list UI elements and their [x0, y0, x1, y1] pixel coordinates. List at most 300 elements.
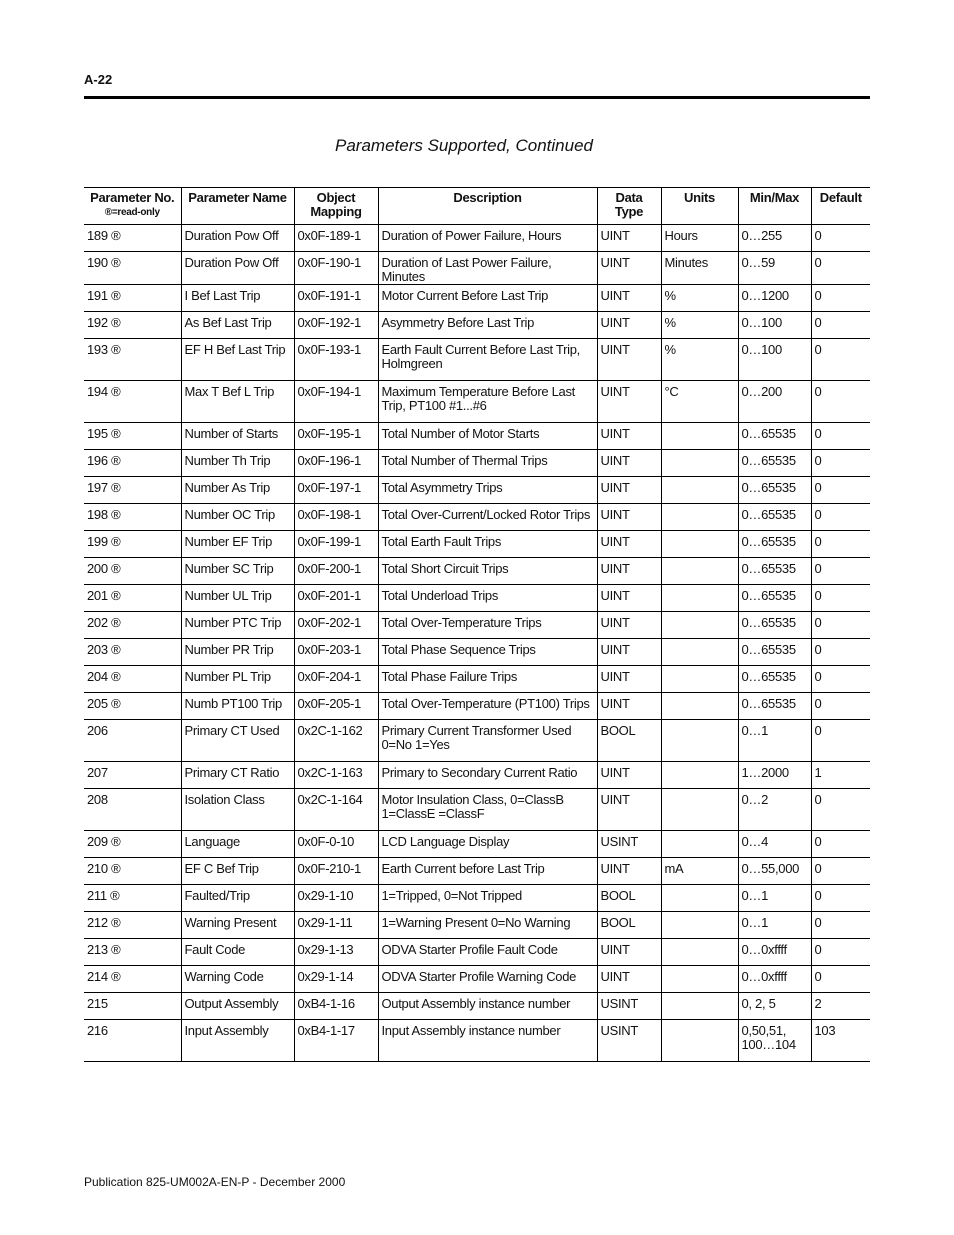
- cell-param-no: [84, 423, 181, 450]
- cell-min-max-text: 0…65535: [741, 453, 796, 468]
- cell-param-no: [84, 720, 181, 762]
- cell-param-no-text: 191 ®: [87, 288, 121, 303]
- cell-default-text: 0: [814, 642, 822, 657]
- cell-param-name-text: Faulted/Trip: [184, 888, 250, 903]
- cell-param-name-text: EF C Bef Trip: [184, 861, 259, 876]
- cell-data-type-text: UINT: [600, 942, 630, 957]
- cell-min-max-text: 0…65535: [741, 669, 796, 684]
- cell-description: [378, 693, 597, 720]
- cell-default: [811, 612, 870, 639]
- cell-min-max-text: 0…65535: [741, 696, 796, 711]
- cell-param-name-text: Number UL Trip: [184, 588, 272, 603]
- cell-object-mapping: [294, 762, 378, 789]
- cell-object-mapping-text: 0x0F-0-10: [297, 834, 355, 849]
- cell-units: [661, 612, 738, 639]
- cell-min-max: [738, 339, 811, 381]
- cell-param-name-text: Primary CT Ratio: [184, 765, 280, 780]
- cell-data-type-text: USINT: [600, 1023, 639, 1038]
- cell-param-no-text: 189 ®: [87, 228, 121, 243]
- cell-param-no-text: 211 ®: [87, 888, 120, 903]
- table-row: [84, 252, 870, 285]
- cell-object-mapping: [294, 381, 378, 423]
- cell-param-no: [84, 504, 181, 531]
- cell-param-no: [84, 381, 181, 423]
- cell-param-name: [181, 858, 294, 885]
- cell-param-no-text: 193 ®: [87, 342, 121, 357]
- cell-min-max: [738, 666, 811, 693]
- cell-description: [378, 966, 597, 993]
- cell-min-max: [738, 312, 811, 339]
- cell-min-max: [738, 504, 811, 531]
- cell-units: [661, 585, 738, 612]
- cell-param-name-text: Duration Pow Off: [184, 255, 279, 270]
- cell-object-mapping: [294, 1020, 378, 1062]
- cell-units: [661, 789, 738, 831]
- cell-min-max: [738, 789, 811, 831]
- page-number: A-22: [84, 72, 113, 87]
- cell-data-type-text: UINT: [600, 384, 630, 399]
- cell-min-max-text: 0…65535: [741, 588, 796, 603]
- cell-description: [378, 477, 597, 504]
- cell-param-name-text: Input Assembly: [184, 1023, 269, 1038]
- cell-description: [378, 285, 597, 312]
- cell-object-mapping: [294, 720, 378, 762]
- cell-description-text: Total Over-Current/Locked Rotor Trips: [381, 507, 591, 522]
- cell-units-text: %: [664, 288, 676, 303]
- cell-default-text: 0: [814, 792, 822, 807]
- cell-min-max-text: 0…2: [741, 792, 769, 807]
- cell-description-text: Asymmetry Before Last Trip: [381, 315, 535, 330]
- cell-description-text: Total Number of Thermal Trips: [381, 453, 548, 468]
- cell-min-max: [738, 858, 811, 885]
- table-row: [84, 762, 870, 789]
- cell-param-no-text: 208: [87, 792, 108, 807]
- cell-object-mapping-text: 0x0F-191-1: [297, 288, 361, 303]
- cell-default: [811, 885, 870, 912]
- cell-param-name-text: Number PL Trip: [184, 669, 271, 684]
- cell-description: [378, 789, 597, 831]
- cell-default-text: 0: [814, 969, 822, 984]
- cell-default-text: 0: [814, 888, 822, 903]
- cell-data-type: [597, 966, 661, 993]
- cell-default-text: 0: [814, 834, 822, 849]
- cell-default-text: 0: [814, 696, 822, 711]
- cell-param-name: [181, 312, 294, 339]
- table-row: [84, 858, 870, 885]
- cell-param-no: [84, 1020, 181, 1062]
- cell-param-name: [181, 612, 294, 639]
- cell-data-type-text: UINT: [600, 642, 630, 657]
- cell-param-no-text: 216: [87, 1023, 108, 1038]
- cell-units: [661, 252, 738, 285]
- cell-description: [378, 612, 597, 639]
- cell-min-max-text: 0…65535: [741, 561, 796, 576]
- cell-default: [811, 450, 870, 477]
- cell-param-name-text: Language: [184, 834, 240, 849]
- cell-min-max-text: 0…1: [741, 888, 769, 903]
- cell-min-max-text: 0…0xffff: [741, 942, 787, 957]
- cell-param-name: [181, 423, 294, 450]
- cell-param-name: [181, 666, 294, 693]
- cell-units: [661, 858, 738, 885]
- cell-param-name-text: Primary CT Used: [184, 723, 280, 738]
- cell-object-mapping: [294, 993, 378, 1020]
- table-row: [84, 450, 870, 477]
- cell-default-text: 0: [814, 384, 822, 399]
- cell-units-text: °C: [664, 384, 679, 399]
- cell-default-text: 2: [814, 996, 822, 1011]
- cell-object-mapping-text: 0x0F-193-1: [297, 342, 361, 357]
- cell-param-name-text: Numb PT100 Trip: [184, 696, 282, 711]
- cell-default: [811, 912, 870, 939]
- cell-param-name-text: Number of Starts: [184, 426, 278, 441]
- cell-param-no-text: 205 ®: [87, 696, 121, 711]
- cell-object-mapping-text: 0x0F-194-1: [297, 384, 361, 399]
- cell-data-type-text: UINT: [600, 228, 630, 243]
- header-data-type: Data Type: [597, 188, 661, 225]
- cell-object-mapping: [294, 858, 378, 885]
- cell-min-max-text: 0…65535: [741, 507, 796, 522]
- cell-param-name: [181, 966, 294, 993]
- cell-data-type: [597, 450, 661, 477]
- header-description: Description: [378, 188, 597, 225]
- cell-min-max: [738, 423, 811, 450]
- publication-footer: Publication 825-UM002A-EN-P - December 2000: [84, 1175, 346, 1189]
- cell-param-name-text: Number PR Trip: [184, 642, 274, 657]
- cell-default: [811, 789, 870, 831]
- cell-param-name: [181, 339, 294, 381]
- header-default: Default: [811, 188, 870, 225]
- cell-object-mapping-text: 0x0F-202-1: [297, 615, 361, 630]
- cell-min-max: [738, 939, 811, 966]
- cell-default-text: 0: [814, 615, 822, 630]
- table-row: [84, 423, 870, 450]
- table-row: [84, 339, 870, 381]
- cell-units: [661, 285, 738, 312]
- cell-data-type: [597, 531, 661, 558]
- cell-default: [811, 339, 870, 381]
- cell-units-text: %: [664, 342, 676, 357]
- cell-description: [378, 312, 597, 339]
- cell-data-type: [597, 693, 661, 720]
- cell-param-no: [84, 762, 181, 789]
- cell-description: [378, 993, 597, 1020]
- cell-param-name: [181, 450, 294, 477]
- cell-min-max-text: 0…1: [741, 723, 769, 738]
- cell-data-type: [597, 312, 661, 339]
- cell-object-mapping-text: 0x0F-201-1: [297, 588, 361, 603]
- cell-param-no: [84, 966, 181, 993]
- cell-param-no-text: 204 ®: [87, 669, 121, 684]
- cell-min-max-text: 0…200: [741, 384, 782, 399]
- cell-param-no-text: 192 ®: [87, 315, 121, 330]
- cell-param-no-text: 207: [87, 765, 108, 780]
- cell-min-max: [738, 762, 811, 789]
- cell-data-type-text: UINT: [600, 426, 630, 441]
- cell-min-max-text: 0…65535: [741, 615, 796, 630]
- cell-default: [811, 585, 870, 612]
- table-row: [84, 285, 870, 312]
- table-row: [84, 477, 870, 504]
- cell-min-max-text: 1…2000: [741, 765, 789, 780]
- table-row: [84, 381, 870, 423]
- cell-param-name-text: Number EF Trip: [184, 534, 273, 549]
- header-param-no: Parameter No. ®=read-only: [84, 188, 181, 225]
- cell-data-type: [597, 885, 661, 912]
- table-row: [84, 993, 870, 1020]
- cell-data-type-text: UINT: [600, 255, 630, 270]
- cell-description-text: Duration of Last Power Failure, Minutes: [381, 255, 552, 284]
- cell-object-mapping: [294, 612, 378, 639]
- cell-data-type-text: UINT: [600, 507, 630, 522]
- cell-data-type-text: UINT: [600, 969, 630, 984]
- cell-param-no-text: 206: [87, 723, 108, 738]
- cell-object-mapping: [294, 585, 378, 612]
- cell-units: [661, 531, 738, 558]
- cell-param-no-text: 213 ®: [87, 942, 121, 957]
- cell-min-max-text: 0…255: [741, 228, 782, 243]
- cell-param-no: [84, 585, 181, 612]
- cell-object-mapping: [294, 558, 378, 585]
- cell-object-mapping-text: 0x2C-1-162: [297, 723, 363, 738]
- cell-param-name-text: Output Assembly: [184, 996, 279, 1011]
- cell-min-max-text: 0…0xffff: [741, 969, 787, 984]
- cell-description-text: 1=Warning Present 0=No Warning: [381, 915, 571, 930]
- cell-param-no-text: 196 ®: [87, 453, 121, 468]
- cell-min-max: [738, 531, 811, 558]
- table-row: [84, 585, 870, 612]
- cell-param-no-text: 203 ®: [87, 642, 121, 657]
- cell-data-type: [597, 993, 661, 1020]
- cell-default: [811, 252, 870, 285]
- cell-default: [811, 504, 870, 531]
- cell-default-text: 0: [814, 861, 822, 876]
- cell-description-text: Total Asymmetry Trips: [381, 480, 503, 495]
- cell-param-name: [181, 885, 294, 912]
- cell-param-no-text: 200 ®: [87, 561, 121, 576]
- cell-units: [661, 477, 738, 504]
- cell-units: [661, 912, 738, 939]
- cell-description-text: Earth Fault Current Before Last Trip, Holmgreen: [381, 342, 580, 371]
- cell-default-text: 0: [814, 288, 822, 303]
- cell-default-text: 0: [814, 669, 822, 684]
- cell-min-max: [738, 720, 811, 762]
- cell-min-max: [738, 831, 811, 858]
- table-row: [84, 666, 870, 693]
- cell-data-type-text: USINT: [600, 996, 639, 1011]
- table-row: [84, 531, 870, 558]
- cell-data-type: [597, 477, 661, 504]
- cell-param-no: [84, 450, 181, 477]
- cell-data-type: [597, 1020, 661, 1062]
- cell-units-text: Minutes: [664, 255, 708, 270]
- cell-units: [661, 450, 738, 477]
- cell-description: [378, 504, 597, 531]
- header-rule: [84, 96, 870, 99]
- cell-min-max: [738, 912, 811, 939]
- cell-description: [378, 558, 597, 585]
- cell-units: [661, 423, 738, 450]
- cell-param-name-text: As Bef Last Trip: [184, 315, 272, 330]
- cell-description-text: Primary Current Transformer Used: [381, 723, 572, 738]
- cell-default-text: 0: [814, 228, 822, 243]
- header-object-mapping: Object Mapping: [294, 188, 378, 225]
- cell-object-mapping: [294, 912, 378, 939]
- cell-object-mapping-text: 0x0F-203-1: [297, 642, 361, 657]
- cell-param-name-text: Duration Pow Off: [184, 228, 279, 243]
- cell-min-max: [738, 225, 811, 252]
- cell-description: [378, 339, 597, 381]
- cell-param-name: [181, 762, 294, 789]
- cell-min-max: [738, 450, 811, 477]
- cell-data-type-text: BOOL: [600, 723, 636, 738]
- cell-description-text: Total Underload Trips: [381, 588, 499, 603]
- cell-default: [811, 831, 870, 858]
- cell-param-name-text: Fault Code: [184, 942, 246, 957]
- cell-description: [378, 252, 597, 285]
- cell-description: [378, 885, 597, 912]
- cell-description-text: Total Earth Fault Trips: [381, 534, 502, 549]
- cell-param-no: [84, 558, 181, 585]
- cell-units: [661, 831, 738, 858]
- cell-description-text: Earth Current before Last Trip: [381, 861, 545, 876]
- cell-object-mapping-text: 0x0F-200-1: [297, 561, 361, 576]
- cell-units: [661, 639, 738, 666]
- cell-param-name: [181, 912, 294, 939]
- cell-description: [378, 585, 597, 612]
- cell-object-mapping: [294, 423, 378, 450]
- table-row: [84, 612, 870, 639]
- cell-param-name: [181, 477, 294, 504]
- cell-param-no: [84, 477, 181, 504]
- table-title: Parameters Supported, Continued: [335, 136, 593, 155]
- cell-min-max: [738, 285, 811, 312]
- cell-data-type: [597, 381, 661, 423]
- cell-default: [811, 993, 870, 1020]
- cell-param-name: [181, 285, 294, 312]
- cell-default-text: 0: [814, 723, 822, 738]
- cell-units: [661, 939, 738, 966]
- cell-min-max-text-line2: 100…104: [741, 1037, 796, 1052]
- cell-param-no-text: 202 ®: [87, 615, 121, 630]
- table-row: [84, 639, 870, 666]
- table-row: [84, 720, 870, 762]
- cell-data-type: [597, 639, 661, 666]
- cell-data-type-text: UINT: [600, 342, 630, 357]
- cell-data-type: [597, 285, 661, 312]
- cell-default-text: 1: [814, 765, 822, 780]
- cell-object-mapping-text: 0x0F-198-1: [297, 507, 361, 522]
- cell-param-name-text: Number Th Trip: [184, 453, 271, 468]
- cell-data-type: [597, 858, 661, 885]
- cell-param-name: [181, 693, 294, 720]
- cell-param-name-text: Number OC Trip: [184, 507, 275, 522]
- cell-param-no: [84, 339, 181, 381]
- cell-object-mapping: [294, 789, 378, 831]
- cell-description: [378, 531, 597, 558]
- cell-object-mapping: [294, 885, 378, 912]
- cell-min-max-text: 0…55,000: [741, 861, 800, 876]
- cell-default-text: 0: [814, 588, 822, 603]
- cell-default-text: 0: [814, 480, 822, 495]
- cell-object-mapping: [294, 477, 378, 504]
- cell-min-max-text: 0…59: [741, 255, 775, 270]
- cell-description-text: Output Assembly instance number: [381, 996, 571, 1011]
- cell-default: [811, 666, 870, 693]
- cell-param-name-text: Warning Present: [184, 915, 277, 930]
- cell-param-name-text: Isolation Class: [184, 792, 265, 807]
- cell-default: [811, 312, 870, 339]
- cell-units: [661, 504, 738, 531]
- cell-description-text: Motor Current Before Last Trip: [381, 288, 549, 303]
- cell-param-no-text: 190 ®: [87, 255, 121, 270]
- cell-units: [661, 339, 738, 381]
- cell-units: [661, 666, 738, 693]
- cell-units: [661, 762, 738, 789]
- cell-param-no-text: 197 ®: [87, 480, 121, 495]
- cell-data-type: [597, 762, 661, 789]
- cell-description-text: LCD Language Display: [381, 834, 510, 849]
- cell-units: [661, 381, 738, 423]
- cell-units: [661, 312, 738, 339]
- cell-description: [378, 423, 597, 450]
- cell-default: [811, 966, 870, 993]
- cell-default: [811, 285, 870, 312]
- table-row: [84, 225, 870, 252]
- cell-default: [811, 381, 870, 423]
- cell-min-max: [738, 885, 811, 912]
- table-row: [84, 504, 870, 531]
- cell-param-no: [84, 312, 181, 339]
- cell-description: [378, 381, 597, 423]
- cell-object-mapping-text: 0x2C-1-163: [297, 765, 363, 780]
- cell-description-text: Total Phase Sequence Trips: [381, 642, 536, 657]
- cell-data-type-text: UINT: [600, 480, 630, 495]
- cell-default: [811, 558, 870, 585]
- cell-data-type-text: UINT: [600, 765, 630, 780]
- cell-data-type-text: UINT: [600, 615, 630, 630]
- cell-data-type: [597, 585, 661, 612]
- cell-data-type-text: UINT: [600, 669, 630, 684]
- cell-param-no: [84, 885, 181, 912]
- cell-default-text: 0: [814, 507, 822, 522]
- cell-param-name: [181, 585, 294, 612]
- cell-param-no: [84, 531, 181, 558]
- cell-param-name: [181, 381, 294, 423]
- cell-units: [661, 966, 738, 993]
- cell-data-type: [597, 558, 661, 585]
- cell-description: [378, 450, 597, 477]
- cell-min-max-text: 0…100: [741, 315, 782, 330]
- cell-object-mapping-text: 0x0F-197-1: [297, 480, 361, 495]
- cell-data-type: [597, 720, 661, 762]
- cell-units: [661, 720, 738, 762]
- cell-param-name-text: I Bef Last Trip: [184, 288, 261, 303]
- cell-data-type-text: UINT: [600, 861, 630, 876]
- cell-object-mapping-text: 0x29-1-13: [297, 942, 354, 957]
- cell-description-text: Total Over-Temperature Trips: [381, 615, 542, 630]
- cell-default: [811, 1020, 870, 1062]
- cell-data-type-text: UINT: [600, 288, 630, 303]
- cell-min-max-text: 0…1200: [741, 288, 789, 303]
- table-row: [84, 831, 870, 858]
- cell-data-type-text: UINT: [600, 792, 630, 807]
- cell-min-max: [738, 381, 811, 423]
- cell-units: [661, 993, 738, 1020]
- cell-units: [661, 1020, 738, 1062]
- cell-data-type-text: UINT: [600, 561, 630, 576]
- cell-units-text: %: [664, 315, 676, 330]
